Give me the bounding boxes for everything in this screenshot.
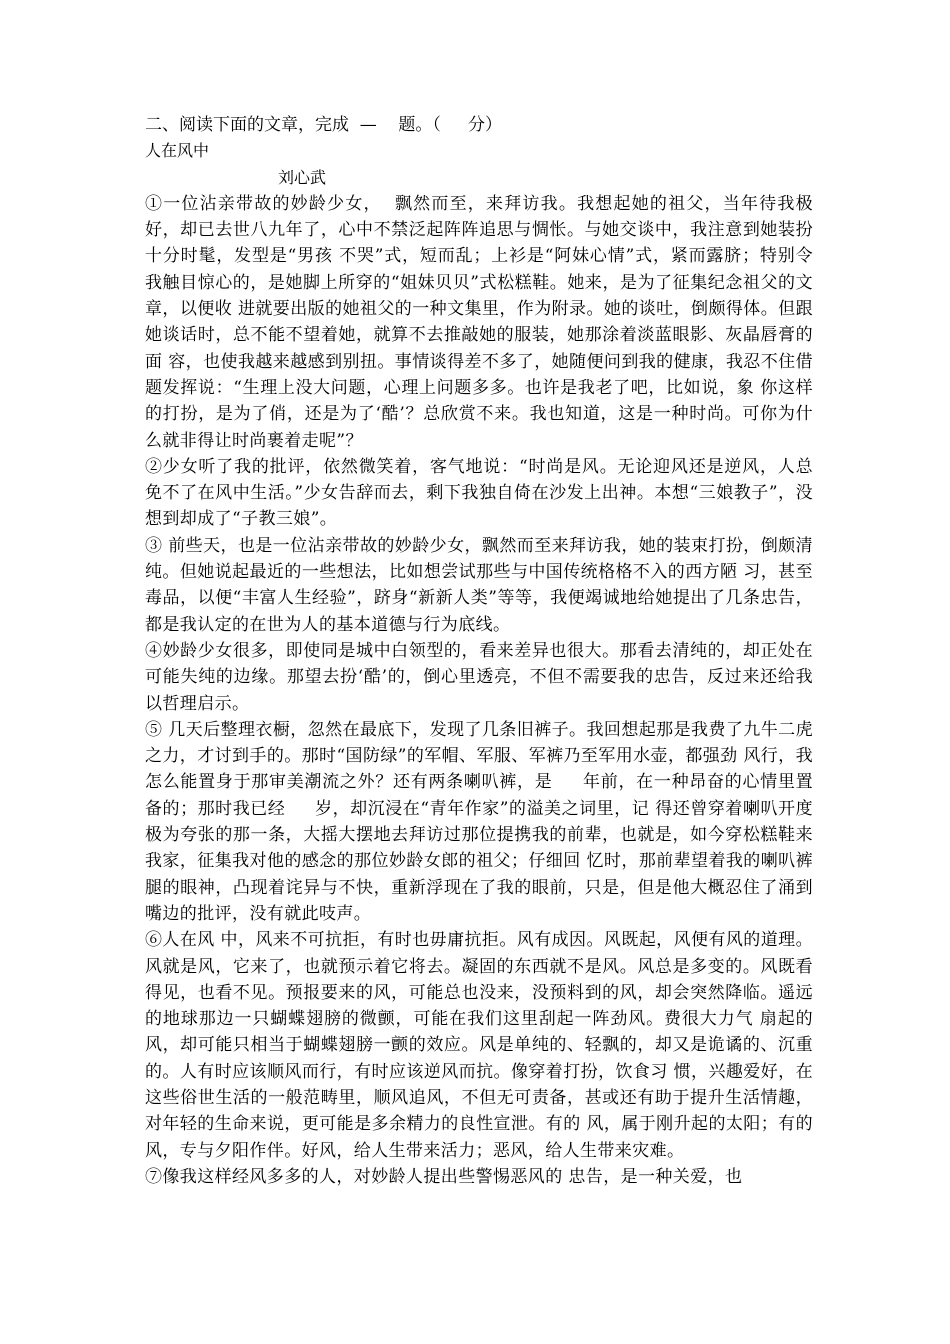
paragraph-5: ⑤ 几天后整理衣橱，忽然在最底下，发现了几条旧裤子。我回想起那是我费了九牛二虎之力，才讨到手的。那时“国防绿”的军帽、军服、军裤乃至军用水壶，都强劲 风行，我怎么能置身于那审美潮流之外？还有两条喇叭裤，是 年前，在一种昂奋的心情里置备的；那时我已经 岁，却沉浸在“青年作家”的溢美之词里，记 得还曾穿着喇叭开度极为夸张的那一条，大摇大摆地去拜访过那位提携我的前辈，也就是，如今穿松糕鞋来我家，征集我对他的感念的那位妙龄女郎的祖父；仔细回 忆时，那前辈望着我的喇叭裤腿的眼神，凸现着诧异与不快，重新浮现在了我的眼前，只是，但是他大概忍住了涌到嘴边的批评，没有就此吱声。: [145, 719, 813, 924]
article-author: 刘心武: [278, 167, 327, 187]
paragraph-6: ⑥人在风 中，风来不可抗拒，有时也毋庸抗拒。风有成因。风既起，风便有风的道理。风就是风，它来了，也就预示着它将去。凝固的东西就不是风。风总是多变的。风既看 得见，也看不见。预报要来的风，可能总也没来，没预料到的风，却会突然降临。遥远的地球那边一只蝴蝶翅膀的微颤，可能在我们这里刮起一阵劲风。费很大力气 扇起的风，却可能只相当于蝴蝶翅膀一颤的效应。风是单纯的、轻飘的，却又是诡谲的、沉重的。人有时应该顺风而行，有时应该逆风而抗。像穿着打扮，饮食习 惯，兴趣爱好，在这些俗世生活的一般范畴里，顺风追风，不但无可责备，甚或还有助于提升生活情趣，对年轻的生命来说，更可能是多余精力的良性宣泄。有的 风，属于刚升起的太阳；有的风，专与夕阳作伴。好风，给人生带来活力；恶风，给人生带来灾难。: [145, 930, 819, 1161]
question-instruction: 二、阅读下面的文章，完成 — 题。（ 分）: [145, 115, 502, 135]
paragraph-3: ③ 前些天，也是一位沾亲带故的妙龄少女，飘然而至来拜访我，她的装束打扮，倒颇清纯。但她说起最近的一些想法，比如想尝试那些与中国传统格格不入的西方陋 习，甚至毒品，以便“丰富人生经验”，跻身“新新人类”等等，我便竭诚地给她提出了几条忠告，都是我认定的在世为人的基本道德与行为底线。: [145, 535, 813, 635]
paragraph-4: ④妙龄少女很多，即使同是城中白领型的，看来差异也很大。那看去清纯的，却正处在可能失纯的边缘。那望去扮‘酷’的，倒心里透亮，不但不需要我的忠告，反过来还给我以哲理启示。: [145, 640, 813, 714]
paragraph-1: ①一位沾亲带故的妙龄少女， 飘然而至，来拜访我。我想起她的祖父，当年待我极好，却已去世八九年了，心中不禁泛起阵阵追思与惆怅。与她交谈中，我注意到她装扮十分时髦，发型是“男孩 不哭”式，短而乱；上衫是“阿妹心情”式，紧而露脐；特别令我触目惊心的，是她脚上所穿的“姐妹贝贝”式松糕鞋。她来，是为了征集纪念祖父的文章，以便收 进就要出版的她祖父的一种文集里，作为附录。她的谈吐，倒颇得体。但跟她谈话时，总不能不望着她，就算不去推敲她的服装，她那涂着淡蓝眼影、灰晶唇膏的面 容，也使我越来越感到别扭。事情谈得差不多了，她随便问到我的健康，我忍不住借题发挥说：“生理上没大问题，心理上问题多多。也许是我老了吧，比如说，象 你这样的打扮，是为了俏，还是为了‘酷’？总欣赏不来。我也知道，这是一种时尚。可你为什么就非得让时尚裹着走呢”？: [145, 193, 813, 451]
document-page: [145, 112, 819, 1190]
article-title: 人在风中: [145, 141, 210, 161]
paragraph-2: ②少女听了我的批评，依然微笑着，客气地说：“时尚是风。无论迎风还是逆风，人总免不了在风中生活。”少女告辞而去，剩下我独自倚在沙发上出神。本想“三娘教子”，没想到却成了“子教三娘”。: [145, 456, 813, 530]
paragraph-7: ⑦像我这样经风多多的人，对妙龄人提出些警惕恶风的 忠告，是一种关爱，也: [145, 1166, 743, 1187]
